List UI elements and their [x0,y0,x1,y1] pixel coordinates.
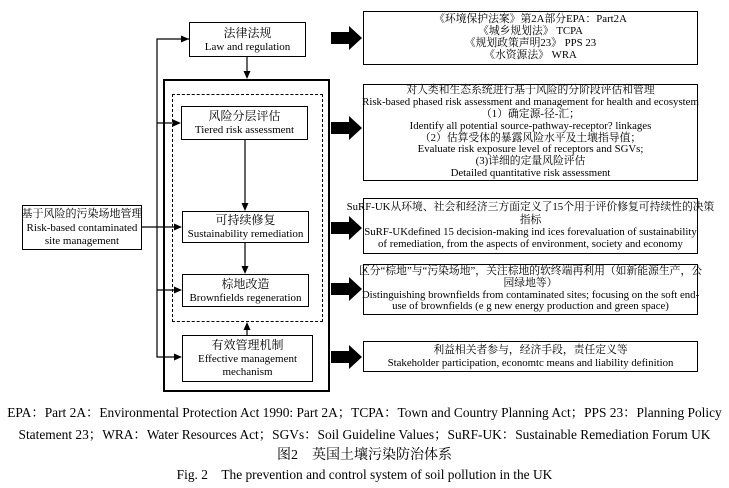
brownfields-line-2: 园绿地等） [503,276,558,289]
tiered-risk-assessment-box [181,106,308,140]
risk-detail-line-8: Detailed quantitative risk assessment [450,167,611,180]
effective-label-en2: mechanism [222,366,273,378]
laws-line-3: 《规划政策声明23》 PPS 23 [464,37,597,49]
risk-based-management-box [22,205,142,250]
brownfields-line-1: 区分“棕地”与“污染场地”，关注棕地的软终端再利用（如新能源生产，公 [358,264,703,277]
surf-line-1: SuRF-UK从环境、社会和经济三方面定义了15个用于评价修复可持续性的决策 [346,201,715,214]
big-arrow-4 [331,277,362,301]
surf-line-2: 指标 [519,213,542,226]
brownfields-line-3: Distinguishing brownfields from contaminated sites; focusing on the soft end- [361,288,700,301]
effective-label-zh: 有效管理机制 [211,338,284,352]
big-arrow-1 [331,26,362,50]
laws-line-4: 《水资源法》 WRA [484,48,577,61]
brownfields-line-4: use of brownfields (e g new energy production and green space) [392,300,669,313]
big-arrow-5 [331,345,362,369]
law-box [189,22,306,57]
arrowhead-into-law [181,36,189,43]
brownfields-regeneration-box [182,274,309,307]
sustainability-remediation-box [182,211,309,243]
tiered-label-zh: 风险分层评估 [208,109,281,123]
risk-detail-line-2: Risk-based phased risk assessment and management for health and ecosystem [362,95,699,108]
risk-detail-line-6: Evaluate risk exposure level of receptors and SGVs; [417,143,644,156]
effective-label-en1: Effective management [197,353,298,365]
laws-line-1: 《环境保护法案》第2A部分EPA：Part2A [434,13,627,26]
risk-detail-line-3: （1）确定源-径-汇； [481,107,580,120]
abbreviation-note-line-2: Statement 23；WRA：Water Resources Act；SGVs：Soil Guideline Values；SuRF-UK：Sustainable Remediation Forum UK [18,427,711,442]
big-black-arrows [331,26,362,369]
tiered-label-en: Tiered risk assessment [194,124,295,136]
stakeholder-detail-box [363,341,698,372]
risk-detail-line-7: (3)详细的定量风险评估 [475,155,586,168]
stakeholder-line-1: 利益相关者参与，经济手段，责任定义等 [433,343,628,356]
laws-line-2: 《城乡规划法》 TCPA [478,25,583,38]
brown-label-zh: 棕地改造 [221,276,270,291]
abbreviation-note-line-1: EPA：Part 2A：Environmental Protection Act 1990: Part 2A；TCPA：Town and Country Planning Act；PPS 23：Planning Policy [7,405,722,420]
leftbox-label-en2: site management [44,235,120,247]
surf-line-4: of remediation, from the aspects of environment, society and economy [378,238,683,251]
leftbox-label-zh: 基于风险的污染场地管理 [21,208,143,220]
figure-caption-zh: 图2 英国土壤污染防治体系 [277,448,452,463]
sustain-label-zh: 可持续修复 [215,213,276,227]
brown-label-en: Brownfields regeneration [189,291,302,304]
arrowhead-law-down [244,71,251,79]
brownfields-detail-box [358,264,703,315]
big-arrow-2 [331,116,362,140]
risk-detail-line-4: Identify all potential source-pathway-receptor? linkages [409,119,652,132]
law-label-zh: 法律法规 [223,25,272,40]
risk-detail-line-1: 对人类和生态系统进行基于风险的分阶段评估和管理 [406,83,655,96]
law-label-en: Law and regulation [204,40,291,53]
sustain-label-en: Sustainability remediation [187,228,304,240]
risk-assessment-detail-box [363,84,698,181]
surf-line-3: SuRF-UKdefined 15 decision-making ind ices forevaluation of sustainability [364,226,697,238]
effective-management-box [182,335,313,382]
risk-detail-line-5: （2）估算受体的暴露风险水平及土壤指导值； [419,131,642,144]
big-arrow-3 [331,216,362,240]
stakeholder-line-2: Stakeholder participation, economtc means and liability definition [387,356,674,369]
leftbox-label-en1: Risk-based contaminated [26,222,138,234]
surf-uk-detail-box [346,198,715,254]
figure-caption-en: Fig. 2 The prevention and control system of soil pollution in the UK [176,467,553,482]
laws-detail-box [363,11,698,65]
